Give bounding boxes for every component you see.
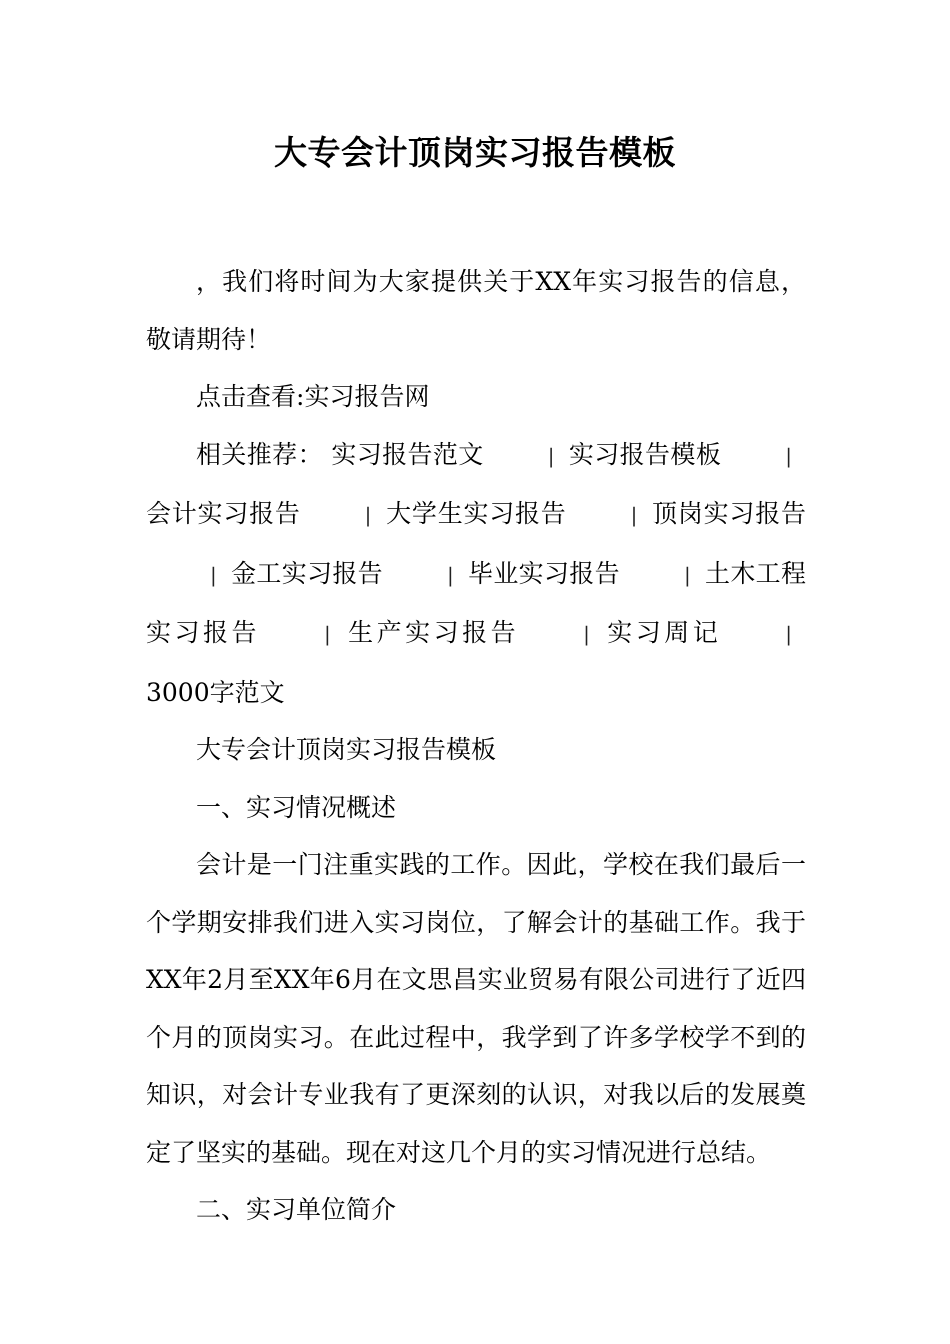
link-separator: | (785, 443, 792, 468)
click-view-line (146, 368, 806, 426)
report-site-link[interactable]: 实习报告网 (304, 382, 430, 411)
click-view-label: 点击查看: (196, 382, 305, 411)
related-link-6[interactable]: 金工实习报告 (230, 558, 383, 588)
page-title: 大专会计顶岗实习报告模板 (274, 133, 676, 172)
section-1-body: 会计是一门注重实践的工作。因此，学校在我们最后一个学期安排我们进入实习岗位，了解会计的基础工作。我于XX年2月至XX年6月在文思昌实业贸易有限公司进行了近四个月的顶岗实习。在此过程中，我学到了许多学校学不到的知识，对会计专业我有了更深刻的认识，对我以后的发展奠定了坚实的基础。现在对这几个月的实习情况进行总结。 (146, 850, 806, 1167)
related-link-5[interactable]: 顶岗实习报告 (651, 499, 806, 528)
link-separator: | (630, 503, 638, 527)
link-separator: | (364, 503, 372, 527)
section-2-heading: 二、实习单位简介 (196, 1195, 397, 1224)
link-separator: | (547, 443, 555, 468)
related-link-7[interactable]: 毕业实习报告 (467, 558, 620, 588)
link-separator: | (785, 622, 792, 646)
link-separator: | (683, 562, 691, 587)
link-separator: | (323, 622, 331, 646)
document-body (146, 253, 806, 1239)
related-link-2[interactable]: 实习报告模板 (568, 439, 722, 469)
related-link-1[interactable]: 实习报告范文 (331, 439, 484, 469)
section-1-heading: 一、实习情况概述 (196, 792, 397, 822)
related-link-9[interactable]: 生产实习报告 (344, 618, 520, 647)
related-label: 相关推荐： (196, 439, 323, 469)
related-link-4[interactable]: 大学生实习报告 (385, 499, 567, 528)
related-links (146, 426, 806, 722)
related-link-11[interactable]: 3000字范文 (146, 677, 285, 707)
related-link-10[interactable]: 实习周记 (603, 618, 722, 647)
document-subtitle: 大专会计顶岗实习报告模板 (196, 735, 497, 764)
link-separator: | (210, 562, 217, 587)
related-link-3[interactable]: 会计实习报告 (146, 499, 301, 528)
related-link-8[interactable]: 土木工程实习报告 (146, 558, 806, 647)
link-separator: | (583, 622, 590, 646)
intro-paragraph: ，我们将时间为大家提供关于XX年实习报告的信息，敬请期待！ (146, 267, 806, 354)
link-separator: | (446, 562, 454, 587)
